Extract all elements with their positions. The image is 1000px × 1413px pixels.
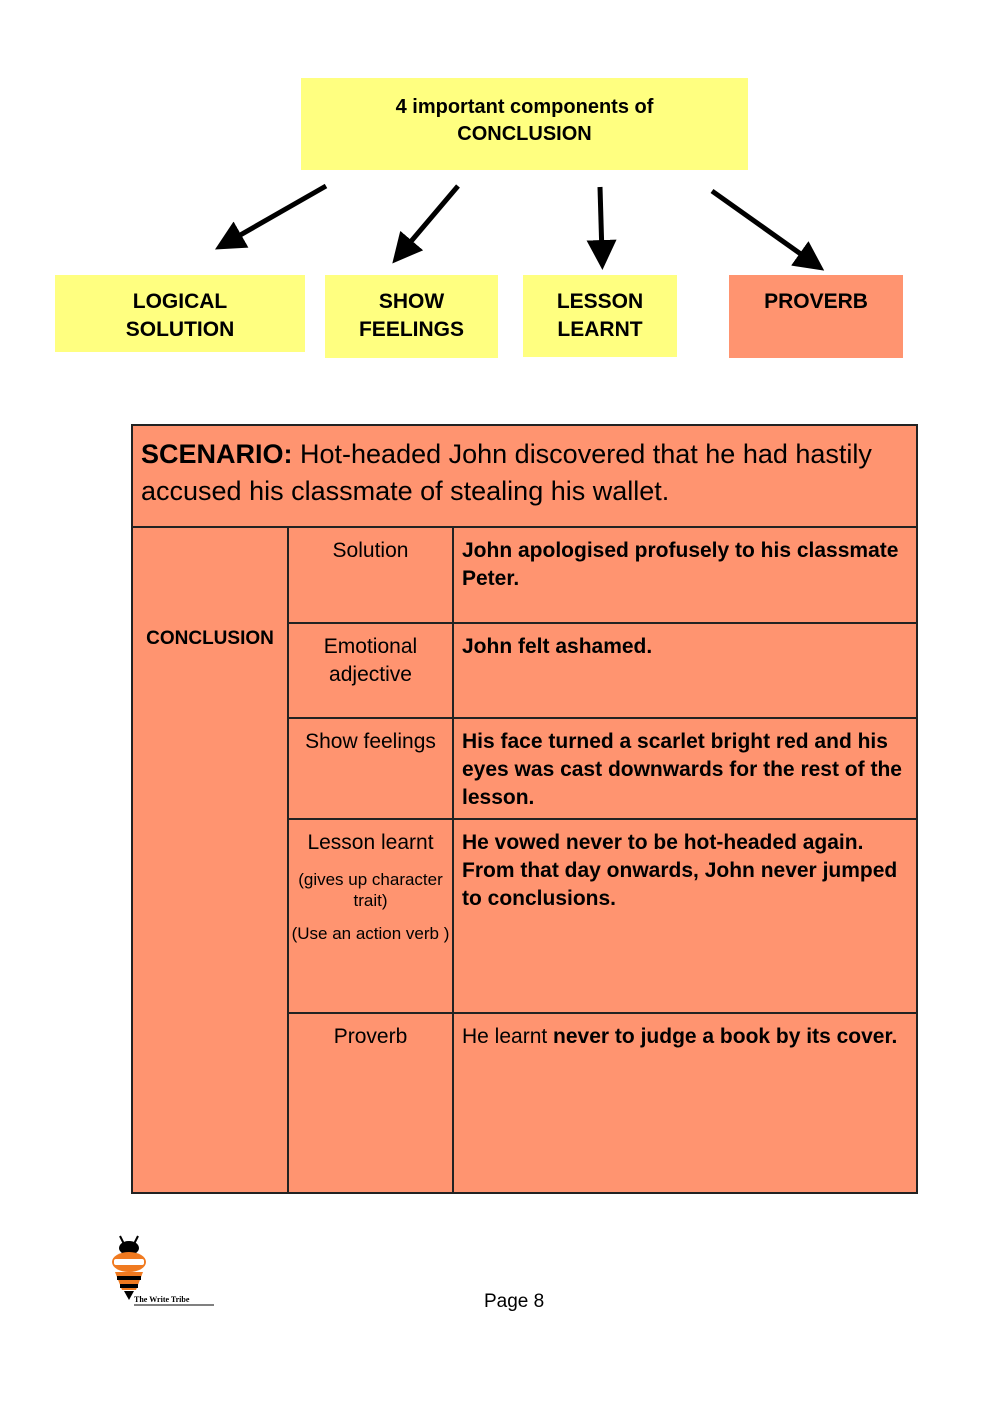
component-lesson-learnt <box>523 275 677 357</box>
scenario-label: SCENARIO: <box>141 439 293 469</box>
row-text-lesson-learnt: He vowed never to be hot-headed again. From that day onwards, John never jumped to conclusions. <box>453 819 917 1013</box>
table-row <box>132 527 917 623</box>
lesson-label: Lesson learnt <box>307 831 434 854</box>
component-line: LESSON <box>556 290 644 313</box>
row-label-solution: Solution <box>288 527 453 623</box>
row-label-emotional-adjective: Emotional adjective <box>288 623 453 718</box>
scenario-text: Hot-headed John discovered that he had hastily accused his classmate of stealing his wallet. <box>141 439 872 506</box>
scenario-row <box>132 425 917 527</box>
arrow-proverb <box>712 191 812 262</box>
proverb-bold: never to judge a book by its cover. <box>553 1025 898 1048</box>
lesson-note-trait: (gives up character trait) <box>298 870 443 910</box>
conclusion-components-title <box>301 78 748 170</box>
logo-text: The Write Tribe <box>134 1295 190 1304</box>
row-text-emotional-adjective: John felt ashamed. <box>453 623 917 718</box>
row-text-solution: John apologised profusely to his classmate Peter. <box>453 527 917 623</box>
component-line: SOLUTION <box>125 318 235 341</box>
arrow-lesson <box>600 187 602 255</box>
component-show-feelings <box>325 275 498 358</box>
arrow-logical <box>228 186 326 242</box>
title-line1: 4 important components of <box>395 96 654 118</box>
row-label-proverb: Proverb <box>288 1013 453 1193</box>
page-number: Page 8 <box>484 1291 545 1312</box>
proverb-prefix: He learnt <box>462 1025 554 1048</box>
lesson-note-verb: (Use an action verb ) <box>291 924 450 943</box>
component-line: FEELINGS <box>358 318 464 341</box>
arrow-show <box>402 186 458 252</box>
row-label-show-feelings: Show feelings <box>288 718 453 819</box>
scenario-table <box>131 424 918 1194</box>
component-logical-solution <box>55 275 305 352</box>
component-proverb <box>729 275 903 358</box>
component-line: SHOW <box>378 290 445 313</box>
bee-logo-icon <box>106 1234 218 1314</box>
row-text-proverb <box>453 1013 917 1193</box>
row-text-show-feelings: His face turned a scarlet bright red and his eyes was cast downwards for the rest of the lesson. <box>453 718 917 819</box>
conclusion-label: CONCLUSION <box>132 527 288 1193</box>
component-line: PROVERB <box>764 290 868 313</box>
write-tribe-logo <box>106 1234 218 1314</box>
title-line2: CONCLUSION <box>457 123 592 145</box>
row-label-lesson-learnt <box>288 819 453 1013</box>
component-line: LEARNT <box>557 318 643 341</box>
component-line: LOGICAL <box>132 290 228 313</box>
scenario-cell <box>132 425 917 527</box>
